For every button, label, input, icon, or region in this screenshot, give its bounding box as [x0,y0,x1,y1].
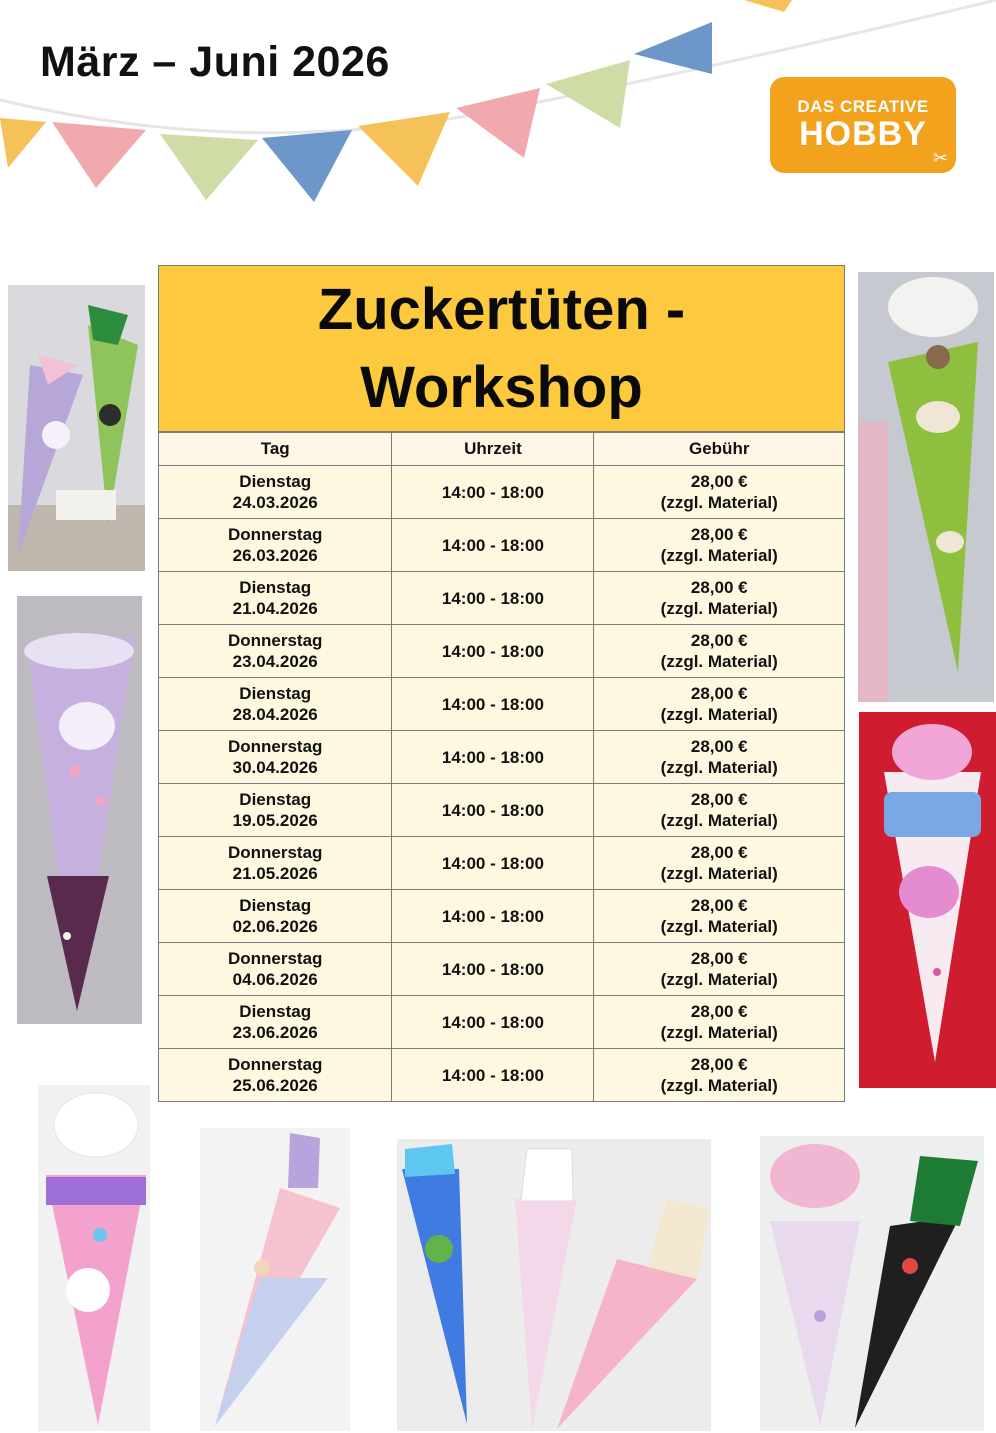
time-value: 14:00 - 18:00 [441,906,544,926]
logo-line-1: DAS CREATIVE [797,97,929,116]
day-name: Donnerstag [227,525,323,544]
time-value: 14:00 - 18:00 [441,482,544,502]
day-name: Dienstag [239,1002,312,1021]
date-value: 30.04.2026 [232,758,318,777]
date-value: 19.05.2026 [232,811,318,830]
photo-school-cones-trio-space-unicorn [397,1139,711,1431]
day-cell [159,943,392,996]
date-value: 28.04.2026 [232,705,318,724]
fee-cell [594,625,844,678]
page-title: März – Juni 2026 [40,38,390,86]
photo-school-cone-unicorn-pink [38,1085,150,1431]
time-value: 14:00 - 18:00 [441,747,544,767]
fee-cell [594,837,844,890]
fee-value: 28,00 € [690,684,748,703]
brand-logo [770,77,956,173]
table-row [159,943,844,996]
fee-cell [594,943,844,996]
time-value: 14:00 - 18:00 [441,588,544,608]
table-row [159,519,844,572]
workshop-title-line-2: Workshop [360,354,643,420]
table-row [159,996,844,1049]
day-cell [159,890,392,943]
time-value: 14:00 - 18:00 [441,959,544,979]
fee-cell [594,678,844,731]
time-cell [392,519,594,572]
fee-note: (zzgl. Material) [660,546,778,565]
time-cell [392,1049,594,1102]
fee-value: 28,00 € [690,737,748,756]
fee-value: 28,00 € [690,949,748,968]
day-name: Dienstag [239,896,312,915]
time-cell [392,996,594,1049]
fee-cell [594,731,844,784]
fee-value: 28,00 € [690,631,748,650]
day-cell [159,1049,392,1102]
fee-note: (zzgl. Material) [660,758,778,777]
fee-value: 28,00 € [690,1055,748,1074]
day-cell [159,837,392,890]
time-value: 14:00 - 18:00 [441,1012,544,1032]
workshop-title-line-1: Zuckertüten - [317,276,686,342]
day-cell [159,466,392,519]
workshop-title [159,266,844,432]
table-row [159,466,844,519]
time-value: 14:00 - 18:00 [441,800,544,820]
date-value: 21.04.2026 [232,599,318,618]
time-cell [392,731,594,784]
day-cell [159,519,392,572]
fee-cell [594,466,844,519]
day-cell [159,678,392,731]
fee-cell [594,996,844,1049]
fee-note: (zzgl. Material) [660,705,778,724]
fee-note: (zzgl. Material) [660,599,778,618]
day-cell [159,572,392,625]
fee-cell [594,890,844,943]
fee-note: (zzgl. Material) [660,917,778,936]
date-value: 02.06.2026 [232,917,318,936]
photo-school-cone-purple-unicorn [17,596,142,1024]
fee-value: 28,00 € [690,525,748,544]
day-name: Dienstag [239,684,312,703]
fee-note: (zzgl. Material) [660,864,778,883]
column-header-day: Tag [159,433,392,466]
fee-note: (zzgl. Material) [660,1023,778,1042]
day-name: Donnerstag [227,631,323,650]
day-name: Donnerstag [227,949,323,968]
fee-note: (zzgl. Material) [660,811,778,830]
photo-school-cones-unicorn-ninja [8,285,145,571]
date-value: 24.03.2026 [232,493,318,512]
schedule-table [159,432,844,1101]
time-value: 14:00 - 18:00 [441,641,544,661]
fee-value: 28,00 € [690,896,748,915]
day-name: Dienstag [239,578,312,597]
photo-school-cone-green-sheep [858,272,994,702]
fee-value: 28,00 € [690,1002,748,1021]
fee-cell [594,784,844,837]
time-cell [392,837,594,890]
time-cell [392,572,594,625]
fee-cell [594,519,844,572]
fee-value: 28,00 € [690,790,748,809]
day-cell [159,996,392,1049]
date-value: 26.03.2026 [232,546,318,565]
fee-note: (zzgl. Material) [660,970,778,989]
date-value: 21.05.2026 [232,864,318,883]
time-cell [392,678,594,731]
time-cell [392,625,594,678]
time-value: 14:00 - 18:00 [441,535,544,555]
fee-note: (zzgl. Material) [660,652,778,671]
table-row [159,678,844,731]
table-row [159,572,844,625]
time-value: 14:00 - 18:00 [441,1065,544,1085]
column-header-time: Uhrzeit [392,433,594,466]
fee-cell [594,572,844,625]
logo-line-2: HOBBY [799,115,927,153]
date-value: 23.04.2026 [232,652,318,671]
fee-value: 28,00 € [690,472,748,491]
day-cell [159,625,392,678]
day-name: Donnerstag [227,737,323,756]
table-row [159,1049,844,1102]
time-cell [392,943,594,996]
day-cell [159,784,392,837]
photo-school-cone-ballerina [200,1128,350,1431]
column-header-fee: Gebühr [594,433,844,466]
photo-school-cone-elena-pink [859,712,996,1088]
day-name: Dienstag [239,472,312,491]
time-cell [392,890,594,943]
table-row [159,784,844,837]
day-name: Dienstag [239,790,312,809]
workshop-schedule [158,265,845,1102]
schedule-body [159,466,844,1102]
date-value: 04.06.2026 [232,970,318,989]
date-value: 23.06.2026 [232,1023,318,1042]
table-row [159,731,844,784]
time-value: 14:00 - 18:00 [441,853,544,873]
fee-value: 28,00 € [690,578,748,597]
fee-cell [594,1049,844,1102]
time-value: 14:00 - 18:00 [441,694,544,714]
day-name: Donnerstag [227,1055,323,1074]
table-row [159,625,844,678]
scissors-icon: ✂ [932,148,948,168]
photo-school-cones-pair-rainbow-dragon [760,1136,984,1431]
table-row [159,890,844,943]
day-name: Donnerstag [227,843,323,862]
time-cell [392,784,594,837]
fee-value: 28,00 € [690,843,748,862]
fee-note: (zzgl. Material) [660,1076,778,1095]
table-header-row [159,433,844,466]
time-cell [392,466,594,519]
table-row [159,837,844,890]
fee-note: (zzgl. Material) [660,493,778,512]
date-value: 25.06.2026 [232,1076,318,1095]
day-cell [159,731,392,784]
